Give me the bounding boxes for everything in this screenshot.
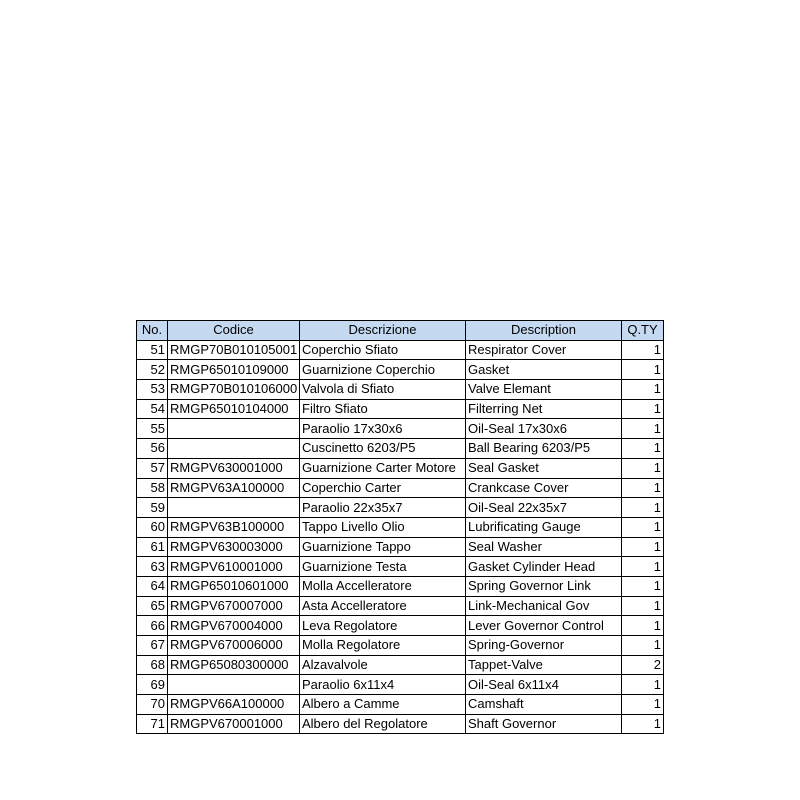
cell-qty: 1	[622, 478, 664, 498]
table-row	[137, 399, 664, 419]
cell-qty: 1	[622, 517, 664, 537]
cell-description: Seal Washer	[466, 537, 622, 557]
cell-qty: 1	[622, 537, 664, 557]
cell-description: Spring Governor Link	[466, 576, 622, 596]
cell-qty: 1	[622, 675, 664, 695]
cell-no: 71	[137, 714, 168, 734]
cell-codice	[168, 498, 300, 518]
cell-description: Oil-Seal 6x11x4	[466, 675, 622, 695]
cell-codice: RMGP70B010106000	[168, 380, 300, 400]
cell-no: 55	[137, 419, 168, 439]
parts-list-sheet	[136, 320, 666, 734]
cell-description: Shaft Governor	[466, 714, 622, 734]
cell-no: 52	[137, 360, 168, 380]
cell-qty: 1	[622, 616, 664, 636]
cell-description: Gasket Cylinder Head	[466, 557, 622, 577]
cell-description: Oil-Seal 17x30x6	[466, 419, 622, 439]
cell-description: Link-Mechanical Gov	[466, 596, 622, 616]
cell-description: Tappet-Valve	[466, 655, 622, 675]
cell-descrizione: Valvola di Sfiato	[300, 380, 466, 400]
header-description: Description	[466, 321, 622, 341]
cell-qty: 1	[622, 498, 664, 518]
cell-qty: 1	[622, 399, 664, 419]
cell-descrizione: Cuscinetto 6203/P5	[300, 439, 466, 459]
cell-codice: RMGP65010109000	[168, 360, 300, 380]
table-row	[137, 537, 664, 557]
cell-description: Oil-Seal 22x35x7	[466, 498, 622, 518]
cell-codice: RMGP65010601000	[168, 576, 300, 596]
parts-table	[136, 320, 664, 734]
table-body	[137, 340, 664, 734]
table-row	[137, 695, 664, 715]
cell-codice: RMGPV63B100000	[168, 517, 300, 537]
cell-descrizione: Albero a Camme	[300, 695, 466, 715]
cell-description: Seal Gasket	[466, 458, 622, 478]
cell-codice: RMGPV670006000	[168, 636, 300, 656]
cell-no: 68	[137, 655, 168, 675]
cell-no: 60	[137, 517, 168, 537]
cell-description: Lever Governor Control	[466, 616, 622, 636]
cell-qty: 1	[622, 340, 664, 360]
table-row	[137, 458, 664, 478]
cell-no: 57	[137, 458, 168, 478]
header-qty: Q.TY	[622, 321, 664, 341]
cell-description: Filterring Net	[466, 399, 622, 419]
cell-codice	[168, 675, 300, 695]
table-row	[137, 517, 664, 537]
cell-no: 61	[137, 537, 168, 557]
cell-description: Valve Elemant	[466, 380, 622, 400]
table-row	[137, 478, 664, 498]
cell-qty: 1	[622, 576, 664, 596]
cell-codice: RMGP65010104000	[168, 399, 300, 419]
cell-codice: RMGPV630003000	[168, 537, 300, 557]
cell-codice: RMGPV670004000	[168, 616, 300, 636]
cell-description: Crankcase Cover	[466, 478, 622, 498]
cell-descrizione: Alzavalvole	[300, 655, 466, 675]
cell-description: Spring-Governor	[466, 636, 622, 656]
cell-no: 66	[137, 616, 168, 636]
cell-descrizione: Coperchio Sfiato	[300, 340, 466, 360]
cell-descrizione: Molla Regolatore	[300, 636, 466, 656]
cell-descrizione: Guarnizione Tappo	[300, 537, 466, 557]
table-row	[137, 439, 664, 459]
cell-no: 63	[137, 557, 168, 577]
cell-qty: 1	[622, 360, 664, 380]
table-row	[137, 557, 664, 577]
cell-codice	[168, 439, 300, 459]
cell-codice: RMGPV610001000	[168, 557, 300, 577]
cell-qty: 1	[622, 714, 664, 734]
header-codice: Codice	[168, 321, 300, 341]
cell-no: 56	[137, 439, 168, 459]
cell-qty: 1	[622, 439, 664, 459]
cell-qty: 1	[622, 380, 664, 400]
table-header-row	[137, 321, 664, 341]
table-row	[137, 636, 664, 656]
cell-no: 59	[137, 498, 168, 518]
cell-qty: 1	[622, 419, 664, 439]
header-descrizione: Descrizione	[300, 321, 466, 341]
cell-descrizione: Leva Regolatore	[300, 616, 466, 636]
cell-no: 53	[137, 380, 168, 400]
cell-codice: RMGPV63A100000	[168, 478, 300, 498]
cell-codice: RMGP65080300000	[168, 655, 300, 675]
cell-qty: 1	[622, 636, 664, 656]
cell-no: 54	[137, 399, 168, 419]
table-row	[137, 655, 664, 675]
cell-descrizione: Paraolio 22x35x7	[300, 498, 466, 518]
cell-descrizione: Guarnizione Testa	[300, 557, 466, 577]
cell-descrizione: Coperchio Carter	[300, 478, 466, 498]
cell-qty: 2	[622, 655, 664, 675]
table-row	[137, 576, 664, 596]
cell-codice: RMGPV630001000	[168, 458, 300, 478]
cell-qty: 1	[622, 695, 664, 715]
cell-no: 67	[137, 636, 168, 656]
table-row	[137, 714, 664, 734]
cell-descrizione: Paraolio 17x30x6	[300, 419, 466, 439]
cell-codice: RMGP70B010105001	[168, 340, 300, 360]
cell-codice: RMGPV670001000	[168, 714, 300, 734]
cell-descrizione: Filtro Sfiato	[300, 399, 466, 419]
cell-no: 51	[137, 340, 168, 360]
cell-description: Ball Bearing 6203/P5	[466, 439, 622, 459]
cell-description: Lubrificating Gauge	[466, 517, 622, 537]
table-row	[137, 596, 664, 616]
cell-qty: 1	[622, 458, 664, 478]
table-row	[137, 419, 664, 439]
cell-descrizione: Tappo Livello Olio	[300, 517, 466, 537]
cell-qty: 1	[622, 557, 664, 577]
table-row	[137, 340, 664, 360]
header-no: No.	[137, 321, 168, 341]
cell-descrizione: Asta Accelleratore	[300, 596, 466, 616]
cell-descrizione: Guarnizione Coperchio	[300, 360, 466, 380]
cell-codice	[168, 419, 300, 439]
cell-codice: RMGPV66A100000	[168, 695, 300, 715]
cell-codice: RMGPV670007000	[168, 596, 300, 616]
cell-descrizione: Guarnizione Carter Motore	[300, 458, 466, 478]
cell-qty: 1	[622, 596, 664, 616]
cell-description: Camshaft	[466, 695, 622, 715]
cell-no: 70	[137, 695, 168, 715]
table-row	[137, 380, 664, 400]
table-row	[137, 675, 664, 695]
cell-description: Gasket	[466, 360, 622, 380]
cell-descrizione: Paraolio 6x11x4	[300, 675, 466, 695]
table-row	[137, 616, 664, 636]
cell-no: 65	[137, 596, 168, 616]
table-row	[137, 360, 664, 380]
cell-description: Respirator Cover	[466, 340, 622, 360]
cell-descrizione: Molla Accelleratore	[300, 576, 466, 596]
cell-no: 58	[137, 478, 168, 498]
cell-no: 69	[137, 675, 168, 695]
cell-descrizione: Albero del Regolatore	[300, 714, 466, 734]
cell-no: 64	[137, 576, 168, 596]
table-row	[137, 498, 664, 518]
